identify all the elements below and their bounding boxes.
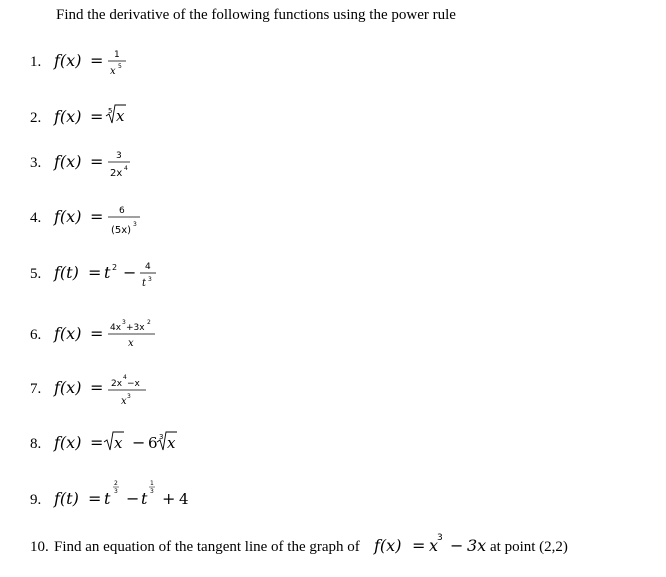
problem-8-radicand-2: x [167,434,176,452]
problem-8-radicand-1: x [114,434,123,452]
problem-6-numerator-term1-exponent: 3 [122,319,126,326]
problem-10 [30,533,568,555]
problem-7-numerator-term1-exponent: 4 [123,374,127,381]
problem-5-denominator-exponent: 3 [148,276,152,283]
problem-4-denominator-exponent: 3 [133,221,137,228]
problem-2-number: 2. [30,110,42,126]
problem-10-minus: − [450,536,464,555]
problem-8-number: 8. [30,436,42,452]
problem-5-denominator: t [142,278,147,289]
problem-4-denominator: (5x) [111,225,132,236]
problem-7-numerator-term1: 2x [111,379,123,389]
problem-9-term1-exponent-numerator: 2 [114,480,118,487]
problem-9-equals: = [88,489,102,508]
problem-9-term2-exponent-denominator: 3 [150,488,154,495]
problem-9-constant: 4 [179,490,189,508]
problem-7-denominator-exponent: 3 [127,393,131,400]
problem-4-numerator: 6 [119,206,125,216]
problem-6-numerator-term1: 4x [110,323,122,333]
problem-10-term2: 3x [467,536,487,555]
problem-3-number: 3. [30,155,42,171]
problem-3-numerator: 3 [116,151,122,161]
problem-1 [30,50,126,77]
problem-9-term2-exponent-numerator: 1 [150,480,154,487]
problem-5-numerator: 4 [145,262,151,272]
problem-7 [30,374,146,407]
problem-8-equals: = [90,433,104,452]
problem-10-x-exponent: 3 [437,533,443,543]
problem-4-number: 4. [30,210,42,226]
problem-1-lhs: f(x) [54,51,82,70]
problem-9-plus: + [162,489,176,508]
problem-2 [30,105,126,126]
problem-2-radicand: x [116,107,125,125]
problem-6-equals: = [90,324,104,343]
problem-3-denominator-exponent: 4 [124,165,128,172]
problem-3 [30,151,130,179]
page-title: Find the derivative of the following functions using the power rule [56,7,456,23]
problem-10-equals: = [412,536,426,555]
problem-1-equals: = [90,51,104,70]
problem-8 [30,432,177,452]
problem-1-denominator-exponent: 5 [118,63,122,70]
problem-5-term1: t [104,263,111,282]
problem-10-text-after: at point (2,2) [490,539,568,555]
problem-9-term1: t [104,489,111,508]
problem-9-term1-exponent-denominator: 3 [114,488,118,495]
problem-3-lhs: f(x) [54,152,82,171]
problem-8-lhs: f(x) [54,433,82,452]
problem-7-number: 7. [30,381,42,397]
problem-5-number: 5. [30,266,42,282]
problem-6-numerator-term2: +3x [126,323,145,333]
problem-9-lhs: f(t) [54,489,79,508]
problem-10-x: x [429,536,439,555]
problem-8-root-index: 3 [159,433,164,441]
problem-7-numerator-term2: −x [127,379,140,389]
problem-6-number: 6. [30,327,42,343]
problem-7-denominator: x [121,396,127,407]
problem-2-equals: = [90,107,104,126]
problem-3-equals: = [90,152,104,171]
problem-8-coefficient: 6 [148,434,158,452]
problem-5-lhs: f(t) [54,263,79,282]
problem-6-lhs: f(x) [54,324,82,343]
problem-1-numerator: 1 [114,50,120,60]
problem-10-number: 10. [30,539,49,555]
problem-7-equals: = [90,378,104,397]
problem-1-number: 1. [30,54,42,70]
problem-2-root-index: 5 [108,107,113,115]
problem-6 [30,319,155,349]
problem-9-number: 9. [30,492,42,508]
problem-9-minus: − [126,489,140,508]
problem-9-term2: t [141,489,148,508]
problem-4 [30,206,140,236]
problem-8-minus: − [132,433,146,452]
problem-6-denominator: x [128,338,134,349]
problem-10-lhs: f(x) [374,536,402,555]
problem-4-equals: = [90,207,104,226]
problem-5-equals: = [88,263,102,282]
problem-4-lhs: f(x) [54,207,82,226]
problem-3-denominator: 2x [110,168,123,179]
problem-5 [30,262,156,289]
problem-6-numerator-term2-exponent: 2 [147,319,151,326]
problem-5-term1-exponent: 2 [112,263,118,272]
problem-9 [30,480,189,508]
problem-2-lhs: f(x) [54,107,82,126]
problem-5-minus: − [123,263,137,282]
problem-1-denominator: x [110,66,116,77]
problem-10-text-before: Find an equation of the tangent line of the graph of [54,539,360,555]
problem-7-lhs: f(x) [54,378,82,397]
